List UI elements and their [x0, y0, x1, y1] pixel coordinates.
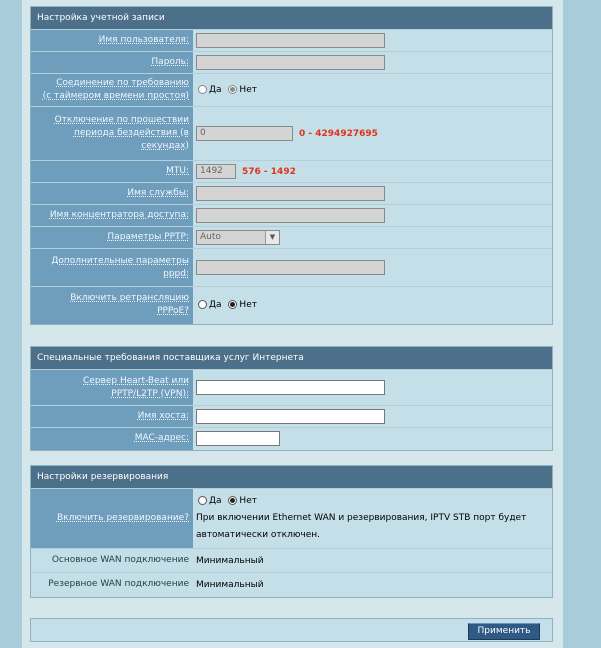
on-demand-yes-label: Да — [209, 85, 222, 95]
pppoe-relay-label-line1: Включить ретрансляцию — [70, 293, 189, 304]
mac-address-label: MAC-адрес: — [134, 433, 189, 444]
heartbeat-server-input[interactable] — [196, 380, 385, 395]
pppoe-relay-yes-label: Да — [209, 300, 222, 311]
on-demand-no-radio[interactable] — [228, 85, 237, 94]
on-demand-label-line1: Соединение по требованию — [56, 78, 189, 88]
mac-address-input[interactable] — [196, 431, 280, 446]
hostname-label: Имя хоста: — [137, 411, 189, 421]
ac-name-input[interactable] — [196, 208, 385, 223]
hostname-input[interactable] — [196, 409, 385, 424]
pppd-options-label-line1: Дополнительные параметры — [51, 255, 189, 266]
username-label: Имя пользователя: — [98, 35, 189, 45]
mtu-input[interactable]: 1492 — [196, 164, 236, 179]
pppoe-relay-yes-radio[interactable] — [198, 300, 207, 309]
pppd-options-label-line2: pppd: — [163, 268, 189, 279]
pppoe-relay-no-label: Нет — [239, 300, 257, 311]
backup-settings-panel — [30, 465, 553, 598]
primary-wan-label: Основное WAN подключение — [31, 549, 193, 573]
backup-settings-title: Настройки резервирования — [31, 466, 552, 488]
password-label: Пароль: — [151, 57, 189, 67]
pppoe-relay-no-radio[interactable] — [228, 300, 237, 309]
content-frame — [22, 0, 563, 648]
idle-timeout-input[interactable]: 0 — [196, 126, 293, 141]
idle-label-line1: Отключение по прошествии — [54, 115, 189, 125]
idle-label-line3: секундах) — [141, 141, 189, 151]
left-side-background — [0, 0, 22, 648]
password-input[interactable] — [196, 55, 385, 70]
heartbeat-label-line2: PPTP/L2TP (VPN): — [111, 388, 189, 399]
pptp-options-value: Auto — [200, 232, 221, 242]
service-name-label: Имя службы: — [127, 188, 189, 198]
mtu-label: MTU: — [166, 166, 189, 176]
right-side-background — [563, 0, 601, 648]
on-demand-yes-radio[interactable] — [198, 85, 207, 94]
on-demand-no-label: Нет — [239, 85, 257, 95]
pppd-options-input[interactable] — [196, 260, 385, 275]
ac-name-label: Имя концентратора доступа: — [49, 210, 189, 220]
isp-requirements-panel — [30, 346, 553, 451]
chevron-down-icon[interactable]: ▼ — [265, 231, 279, 244]
on-demand-label-line2: (с таймером времени простоя) — [42, 91, 189, 101]
account-settings-title: Настройка учетной записи — [31, 7, 552, 29]
username-input[interactable] — [196, 33, 385, 48]
service-name-input[interactable] — [196, 186, 385, 201]
mtu-range-hint: 576 - 1492 — [242, 167, 296, 177]
idle-label-line2: периода бездействия (в — [73, 128, 189, 138]
backup-note-line2: автоматически отключен. — [196, 530, 321, 540]
pppoe-relay-label-line2: PPPoE? — [157, 306, 189, 317]
backup-note-line1: При включении Ethernet WAN и резервирования, IPTV STB порт будет — [196, 513, 527, 523]
backup-yes-radio[interactable] — [198, 496, 207, 505]
backup-no-label: Нет — [239, 496, 257, 506]
backup-no-radio[interactable] — [228, 496, 237, 505]
backup-enable-label: Включить резервирование? — [56, 513, 189, 523]
isp-requirements-title: Специальные требования поставщика услуг Интернета — [31, 347, 552, 369]
backup-yes-label: Да — [209, 496, 222, 506]
primary-wan-value: Минимальный — [193, 549, 552, 573]
idle-range-hint: 0 - 4294927695 — [299, 129, 378, 139]
apply-button[interactable]: Применить — [468, 623, 540, 640]
footer-bar — [30, 618, 553, 642]
secondary-wan-label: Резервное WAN подключение — [31, 573, 193, 597]
account-settings-panel — [30, 6, 553, 325]
secondary-wan-value: Минимальный — [193, 573, 552, 597]
pptp-options-label: Параметры PPTP: — [107, 232, 189, 242]
heartbeat-label-line1: Сервер Heart-Beat или — [83, 375, 189, 386]
pptp-options-select[interactable] — [196, 230, 280, 245]
